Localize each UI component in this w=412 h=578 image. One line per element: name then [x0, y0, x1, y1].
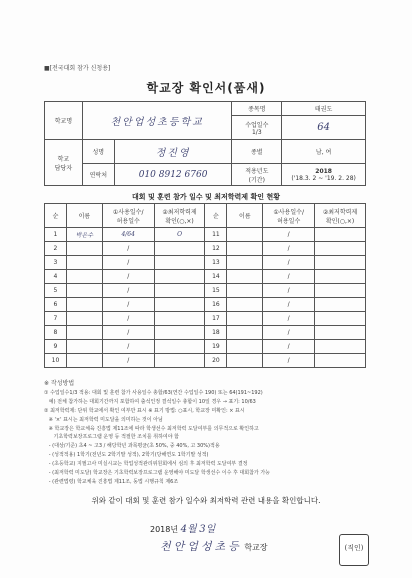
gender-label: 종별 [232, 140, 282, 164]
min-academic-check [154, 312, 205, 326]
notes-title: ※ 작성방법 [44, 380, 75, 387]
col-header-days: ①사용일수/ 허용일수 [263, 204, 315, 228]
student-name [66, 326, 102, 340]
row-number: 5 [45, 284, 67, 298]
min-academic-check [315, 312, 366, 326]
days-used: / [102, 256, 154, 270]
note-line: - (대상/기준) 초4 ~ 고3 / 해당학년 과목평균(초 50%, 중 40%, 고 30%)적용 [44, 443, 220, 450]
sport-label: 종목명 [232, 102, 282, 116]
student-name [227, 284, 263, 298]
min-academic-check [154, 354, 205, 368]
student-name [66, 340, 102, 354]
col-header-no: 순 [45, 204, 67, 228]
days-used: / [263, 270, 315, 284]
row-number: 18 [205, 326, 227, 340]
student-name [227, 256, 263, 270]
days-used: / [263, 242, 315, 256]
days-used: / [102, 340, 154, 354]
days-label: 수업일수 [245, 121, 269, 129]
student-name [227, 326, 263, 340]
student-name [227, 312, 263, 326]
days-used: / [263, 354, 315, 368]
row-number: 4 [45, 270, 67, 284]
date-day: 3일 [199, 524, 216, 535]
row-number: 14 [205, 270, 227, 284]
date-line [150, 520, 215, 535]
notes-section [44, 380, 366, 487]
row-number: 1 [45, 228, 67, 242]
official-seal [339, 534, 369, 566]
row-number: 3 [45, 256, 67, 270]
min-academic-check [154, 256, 205, 270]
row-number: 2 [45, 242, 67, 256]
student-name: 박은수 [66, 228, 102, 242]
note-line: 기초학력보장프로그램 운영 등 적절한 조치를 취하여야 함 [44, 434, 179, 441]
table-row [45, 228, 366, 242]
table-row [45, 284, 366, 298]
note-line: ※ '×' 표시는 최저학력 미도달을 의미하는 것이 아님 [44, 416, 163, 423]
year-label: 적용년도 (기간) [232, 164, 282, 186]
row-number: 6 [45, 298, 67, 312]
note-line: 예) 전체 참가하는 대회기간까지 포함하여 출석인정 결석일수 총합이 10일 경우 → 표기: 10/63 [44, 398, 256, 405]
signature-line [160, 538, 268, 554]
row-number: 15 [205, 284, 227, 298]
note-line: - (초등학교) 지필고사 미실시교는 학업성적관리위원회에서 심의 후 최저학력 도달여부 결정 [44, 461, 248, 468]
sport-value: 태권도 [282, 102, 366, 116]
min-academic-check [315, 326, 366, 340]
student-name [66, 298, 102, 312]
student-name [227, 298, 263, 312]
phone-label: 연락처 [82, 164, 114, 186]
notes-lines [44, 389, 366, 487]
days-used: / [102, 284, 154, 298]
table-row [45, 326, 366, 340]
days-used: / [263, 256, 315, 270]
col-header-no: 순 [205, 204, 227, 228]
col-header-name: 이름 [66, 204, 102, 228]
row-number: 11 [205, 228, 227, 242]
days-fraction: 1/3 [251, 128, 262, 136]
year-cell [282, 164, 366, 186]
min-academic-check: O [154, 228, 205, 242]
min-academic-check [315, 354, 366, 368]
row-number: 7 [45, 312, 67, 326]
min-academic-check [315, 340, 366, 354]
days-used: / [102, 326, 154, 340]
min-academic-check [315, 242, 366, 256]
row-number: 19 [205, 340, 227, 354]
table-row [45, 298, 366, 312]
row-number: 13 [205, 256, 227, 270]
row-number: 12 [205, 242, 227, 256]
min-academic-check [315, 228, 366, 242]
days-used: / [263, 228, 315, 242]
min-academic-check [154, 298, 205, 312]
header-tag: ■[전국대회 참가 신청용] [44, 65, 111, 72]
days-used: / [102, 242, 154, 256]
table-row [45, 242, 366, 256]
row-number: 10 [45, 354, 67, 368]
seal-label: (직인) [344, 544, 364, 552]
days-used: 4/64 [102, 228, 154, 242]
phone-value: 010 8912 6760 [114, 164, 232, 186]
note-line: ※ 학교장은 학교체육 진흥법 제11조에 따라 학생선수 최저학력 도달여부를 의무적으로 확인하고 [44, 425, 259, 432]
signature-school: 천안업성초등 [160, 540, 242, 553]
col-header-days: ①사용일수/ 허용일수 [102, 204, 154, 228]
days-used: / [102, 354, 154, 368]
info-table [44, 101, 366, 186]
student-name [66, 312, 102, 326]
table-row [45, 256, 366, 270]
school-value: 천안업성초등학교 [82, 102, 232, 140]
days-used: / [102, 270, 154, 284]
year-value: 2018 [315, 167, 332, 175]
section-title: 대회 및 훈련 참가 일수 및 최저학력제 확인 현황 [132, 193, 280, 201]
student-name [227, 228, 263, 242]
days-used: / [102, 298, 154, 312]
student-name [66, 270, 102, 284]
row-number: 9 [45, 340, 67, 354]
student-name [66, 354, 102, 368]
min-academic-check [315, 284, 366, 298]
days-used: / [263, 284, 315, 298]
min-academic-check [315, 270, 366, 284]
student-name [66, 256, 102, 270]
student-name [227, 242, 263, 256]
note-line: - (관련법령) 학교체육 진흥법 제11조, 동법 시행규칙 제6조 [44, 478, 179, 485]
name-value: 정진영 [114, 140, 232, 164]
days-used: / [263, 312, 315, 326]
col-header-name: 이름 [227, 204, 263, 228]
row-number: 20 [205, 354, 227, 368]
manager-label: 학교 담당자 [45, 140, 83, 186]
signature-suffix: 학교장 [244, 543, 268, 552]
note-line: ② 최저학력제: 단위 학교에서 확인 여부만 표시 ※ 표기 방법: ○표시, 학교장 미확인: × 표시 [44, 407, 245, 414]
row-number: 17 [205, 312, 227, 326]
table-row [45, 312, 366, 326]
min-academic-check [154, 270, 205, 284]
days-used: / [263, 340, 315, 354]
year-range: ('18.3. 2 ~ '19. 2. 28) [291, 174, 356, 182]
student-name [66, 242, 102, 256]
student-name [227, 340, 263, 354]
row-number: 8 [45, 326, 67, 340]
table-row [45, 354, 366, 368]
days-used: / [102, 312, 154, 326]
confirm-statement: 위와 같이 대회 및 훈련 참가 일수와 최저학력 관련 내용을 확인합니다. [91, 496, 321, 505]
participation-rows [45, 228, 366, 368]
days-used: / [263, 326, 315, 340]
gender-value: 남, 여 [282, 140, 366, 164]
min-academic-check [154, 326, 205, 340]
note-line: ① 수업일수1/3 적용: 대회 및 훈련 참가 사용일수 총합/63(연간 수업일수 190) 또는 64(191~192) [44, 389, 263, 396]
min-academic-check [154, 284, 205, 298]
col-header-mark: ②최저학력제 확인(○,×) [315, 204, 366, 228]
min-academic-check [154, 242, 205, 256]
table-row [45, 340, 366, 354]
date-month: 4월 [180, 524, 197, 535]
min-academic-check [154, 340, 205, 354]
days-used: / [263, 298, 315, 312]
min-academic-check [315, 298, 366, 312]
student-name [66, 284, 102, 298]
days-value: 64 [282, 116, 366, 140]
document-title: 학교장 확인서(품새) [146, 81, 266, 95]
note-line: - (성적적용) 1학기(전년도 2학기말 성적), 2학기(당해연도 1학기말 성적) [44, 452, 209, 459]
participation-table [44, 203, 366, 368]
student-name [227, 354, 263, 368]
min-academic-check [315, 256, 366, 270]
days-label-cell [232, 116, 282, 140]
student-name [227, 270, 263, 284]
table-row [45, 270, 366, 284]
note-line: - (최저학력 미도달) 학교장은 기초학력보장프로그램 운영해야 미도달 학생선수 이수 후 대회참가 가능 [44, 470, 270, 477]
date-year: 2018년 [150, 525, 179, 534]
row-number: 16 [205, 298, 227, 312]
col-header-mark: ②최저학력제 확인(○,×) [154, 204, 205, 228]
school-label: 학교명 [45, 102, 83, 140]
name-label: 성명 [82, 140, 114, 164]
